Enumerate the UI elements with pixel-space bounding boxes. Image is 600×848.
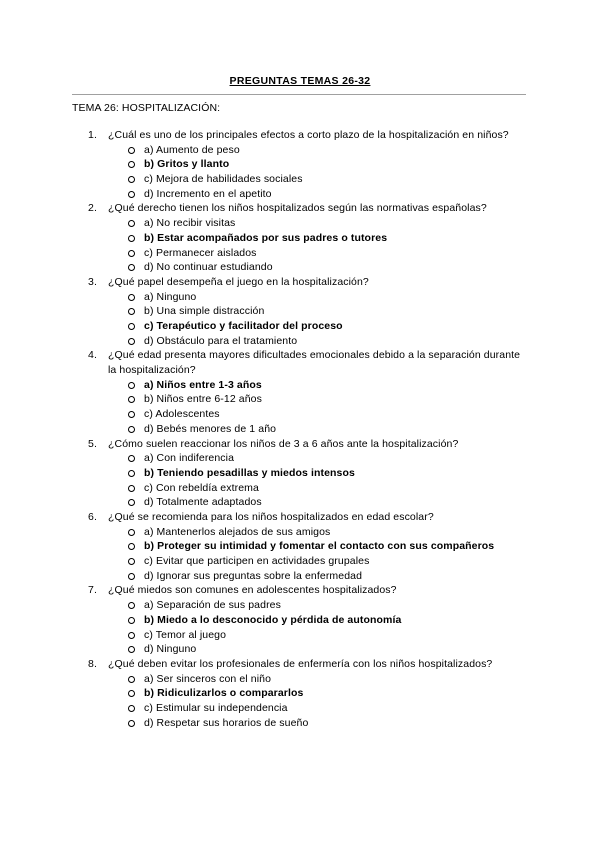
option-text: c) Evitar que participen en actividades grupales [144, 555, 370, 568]
hollow-bullet-icon [128, 632, 135, 639]
option-text: d) Totalmente adaptados [144, 496, 262, 509]
answer-option [0, 143, 600, 158]
question-text: ¿Cuál es uno de los principales efectos a corto plazo de la hospitalización en niños? [108, 129, 509, 141]
question-number: 5. [88, 437, 97, 450]
answer-option [0, 187, 600, 202]
option-list [0, 216, 600, 275]
option-text: a) Niños entre 1-3 años [144, 378, 262, 391]
option-text: d) Bebés menores de 1 año [144, 422, 277, 435]
question-item [0, 348, 600, 436]
answer-option [0, 304, 600, 319]
question-item [0, 128, 600, 201]
question-list [0, 128, 600, 730]
option-list [0, 143, 600, 202]
answer-option [0, 422, 600, 437]
option-text: d) No continuar estudiando [144, 261, 273, 274]
option-list [0, 451, 600, 510]
section-heading: TEMA 26: HOSPITALIZACIÓN: [72, 102, 221, 114]
answer-option [0, 407, 600, 422]
answer-option [0, 525, 600, 540]
option-text: a) Mantenerlos alejados de sus amigos [144, 525, 331, 538]
hollow-bullet-icon [128, 191, 135, 198]
answer-option-correct [0, 539, 600, 554]
option-text: b) Estar acompañados por sus padres o tutores [144, 231, 388, 244]
option-list [0, 672, 600, 731]
hollow-bullet-icon [128, 220, 135, 227]
option-text: b) Proteger su intimidad y fomentar el contacto con sus compañeros [144, 540, 495, 553]
hollow-bullet-icon [128, 690, 135, 697]
answer-option [0, 672, 600, 687]
hollow-bullet-icon [128, 646, 135, 653]
answer-option [0, 260, 600, 275]
question-number: 8. [88, 657, 97, 670]
answer-option [0, 701, 600, 716]
hollow-bullet-icon [128, 720, 135, 727]
hollow-bullet-icon [128, 411, 135, 418]
hollow-bullet-icon [128, 543, 135, 550]
answer-option [0, 569, 600, 584]
question-text: ¿Qué miedos son comunes en adolescentes hospitalizados? [108, 584, 397, 597]
question-number: 1. [88, 129, 97, 141]
option-list [0, 290, 600, 349]
answer-option [0, 598, 600, 613]
option-text: a) No recibir visitas [144, 217, 236, 230]
answer-option [0, 246, 600, 261]
question-text: ¿Qué edad presenta mayores dificultades emocionales debido a la separación durante la hospitalización? [108, 349, 521, 377]
hollow-bullet-icon [128, 308, 135, 315]
hollow-bullet-icon [128, 485, 135, 492]
hollow-bullet-icon [128, 235, 135, 242]
hollow-bullet-icon [128, 499, 135, 506]
question-number: 7. [88, 584, 97, 597]
answer-option [0, 216, 600, 231]
question-text: ¿Qué deben evitar los profesionales de enfermería con los niños hospitalizados? [108, 657, 493, 670]
answer-option [0, 554, 600, 569]
answer-option [0, 451, 600, 466]
option-text: c) Terapéutico y facilitador del proceso [144, 319, 343, 332]
answer-option-correct [0, 157, 600, 172]
hollow-bullet-icon [128, 676, 135, 683]
question-number: 2. [88, 202, 97, 215]
answer-option [0, 334, 600, 349]
option-text: c) Estimular su independencia [144, 701, 288, 714]
hollow-bullet-icon [128, 147, 135, 154]
option-list [0, 525, 600, 584]
hollow-bullet-icon [128, 470, 135, 477]
question-number: 6. [88, 510, 97, 523]
option-text: c) Permanecer aislados [144, 246, 257, 259]
answer-option [0, 481, 600, 496]
hollow-bullet-icon [128, 573, 135, 580]
page-title: PREGUNTAS TEMAS 26-32 [229, 75, 371, 87]
hollow-bullet-icon [128, 323, 135, 330]
answer-option [0, 628, 600, 643]
option-text: c) Mejora de habilidades sociales [144, 173, 303, 186]
title-divider [72, 94, 526, 95]
option-text: b) Ridiculizarlos o compararlos [144, 687, 304, 700]
question-number: 4. [88, 349, 97, 362]
hollow-bullet-icon [128, 338, 135, 345]
answer-option [0, 642, 600, 657]
option-text: d) Ignorar sus preguntas sobre la enfermedad [144, 569, 363, 582]
option-text: a) Separación de sus padres [144, 599, 281, 612]
answer-option [0, 290, 600, 305]
option-text: a) Con indiferencia [144, 452, 235, 465]
answer-option-correct [0, 466, 600, 481]
answer-option-correct [0, 613, 600, 628]
question-text: ¿Qué se recomienda para los niños hospitalizados en edad escolar? [108, 510, 434, 523]
question-item [0, 275, 600, 348]
hollow-bullet-icon [128, 250, 135, 257]
answer-option-correct [0, 378, 600, 393]
option-text: d) Obstáculo para el tratamiento [144, 334, 298, 347]
option-text: c) Adolescentes [144, 408, 220, 421]
option-text: b) Teniendo pesadillas y miedos intensos [144, 466, 355, 479]
option-text: a) Ser sinceros con el niño [144, 672, 272, 685]
hollow-bullet-icon [128, 161, 135, 168]
hollow-bullet-icon [128, 602, 135, 609]
question-item [0, 201, 600, 274]
option-text: a) Ninguno [144, 290, 197, 303]
option-text: b) Miedo a lo desconocido y pérdida de autonomía [144, 613, 402, 626]
answer-option-correct [0, 231, 600, 246]
answer-option-correct [0, 319, 600, 334]
question-text: ¿Qué papel desempeña el juego en la hospitalización? [108, 275, 369, 288]
hollow-bullet-icon [128, 426, 135, 433]
question-item [0, 437, 600, 510]
option-text: b) Niños entre 6-12 años [144, 393, 262, 406]
option-text: a) Aumento de peso [144, 143, 240, 156]
hollow-bullet-icon [128, 529, 135, 536]
answer-option [0, 172, 600, 187]
hollow-bullet-icon [128, 294, 135, 301]
option-text: c) Con rebeldía extrema [144, 481, 259, 494]
option-text: c) Temor al juego [144, 628, 227, 641]
answer-option [0, 716, 600, 731]
question-item [0, 657, 600, 730]
option-list [0, 378, 600, 437]
hollow-bullet-icon [128, 705, 135, 712]
question-text: ¿Qué derecho tienen los niños hospitalizados según las normativas españolas? [108, 202, 487, 215]
question-item [0, 510, 600, 583]
option-text: b) Gritos y llanto [144, 158, 230, 171]
hollow-bullet-icon [128, 382, 135, 389]
hollow-bullet-icon [128, 176, 135, 183]
answer-option-correct [0, 686, 600, 701]
question-text: ¿Cómo suelen reaccionar los niños de 3 a 6 años ante la hospitalización? [108, 437, 459, 450]
hollow-bullet-icon [128, 396, 135, 403]
option-text: d) Respetar sus horarios de sueño [144, 716, 309, 729]
hollow-bullet-icon [128, 558, 135, 565]
option-text: b) Una simple distracción [144, 305, 265, 318]
hollow-bullet-icon [128, 264, 135, 271]
question-item [0, 583, 600, 656]
answer-option [0, 392, 600, 407]
question-number: 3. [88, 275, 97, 288]
option-text: d) Ninguno [144, 643, 197, 656]
hollow-bullet-icon [128, 455, 135, 462]
answer-option [0, 495, 600, 510]
hollow-bullet-icon [128, 617, 135, 624]
option-text: d) Incremento en el apetito [144, 187, 272, 200]
option-list [0, 598, 600, 657]
